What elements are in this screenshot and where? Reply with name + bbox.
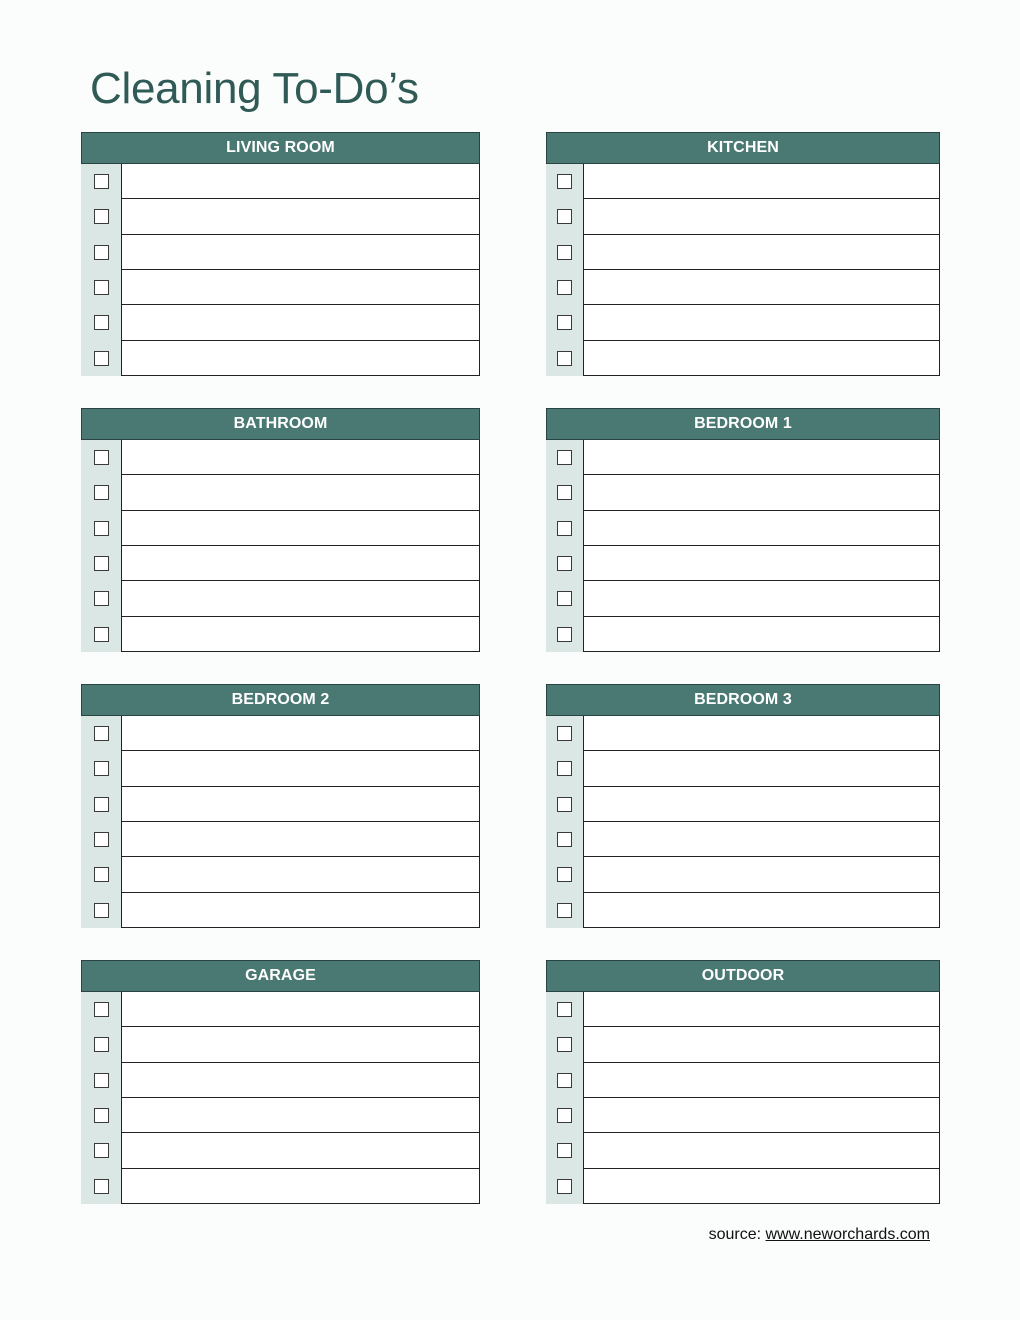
checkbox-icon[interactable] (557, 832, 572, 847)
task-entry-field[interactable] (121, 1098, 480, 1133)
source-footer (709, 1226, 930, 1244)
checkbox-icon[interactable] (557, 174, 572, 189)
checkbox-icon[interactable] (94, 761, 109, 776)
task-entry-field[interactable] (121, 857, 480, 892)
checkbox-icon[interactable] (557, 351, 572, 366)
task-row (81, 787, 480, 822)
task-list (81, 440, 480, 652)
checkbox-icon[interactable] (94, 591, 109, 606)
task-entry-field[interactable] (121, 305, 480, 340)
task-entry-field[interactable] (583, 235, 940, 270)
checkbox-icon[interactable] (94, 280, 109, 295)
section-garage (81, 960, 480, 1204)
task-row (81, 341, 480, 376)
checkbox-icon[interactable] (94, 726, 109, 741)
checkbox-icon[interactable] (94, 627, 109, 642)
section-header: BEDROOM 3 (546, 684, 940, 716)
task-list (546, 716, 940, 928)
task-entry-field[interactable] (121, 440, 480, 475)
section-bathroom (81, 408, 480, 652)
checkbox-cell (546, 617, 583, 652)
checkbox-cell (546, 581, 583, 616)
task-row (546, 440, 940, 475)
checkbox-icon[interactable] (557, 1143, 572, 1158)
task-row (81, 199, 480, 234)
checkbox-cell (546, 199, 583, 234)
checkbox-cell (81, 1133, 121, 1168)
section-header: GARAGE (81, 960, 480, 992)
task-row (81, 716, 480, 751)
task-row (546, 822, 940, 857)
task-entry-field[interactable] (121, 511, 480, 546)
checkbox-cell (81, 822, 121, 857)
task-row (81, 581, 480, 616)
task-list (81, 992, 480, 1204)
task-row (546, 716, 940, 751)
checkbox-icon[interactable] (557, 245, 572, 260)
task-row (81, 822, 480, 857)
checkbox-icon[interactable] (94, 556, 109, 571)
checkbox-cell (81, 1098, 121, 1133)
task-list (546, 440, 940, 652)
task-entry-field[interactable] (583, 1133, 940, 1168)
task-entry-field[interactable] (583, 617, 940, 652)
checkbox-cell (546, 1063, 583, 1098)
checkbox-cell (81, 1063, 121, 1098)
section-header: BEDROOM 1 (546, 408, 940, 440)
task-row (546, 893, 940, 928)
checkbox-icon[interactable] (557, 903, 572, 918)
task-row (546, 235, 940, 270)
task-row (546, 341, 940, 376)
checkbox-icon[interactable] (94, 174, 109, 189)
task-entry-field[interactable] (121, 270, 480, 305)
task-row (81, 1169, 480, 1204)
task-entry-field[interactable] (121, 1169, 480, 1204)
checkbox-cell (81, 992, 121, 1027)
checkbox-cell (81, 341, 121, 376)
task-entry-field[interactable] (121, 475, 480, 510)
checkbox-cell (546, 511, 583, 546)
checkbox-icon[interactable] (94, 1143, 109, 1158)
task-list (81, 716, 480, 928)
checkbox-cell (81, 440, 121, 475)
task-row (81, 751, 480, 786)
task-row (546, 546, 940, 581)
checkbox-cell (546, 1098, 583, 1133)
task-entry-field[interactable] (121, 199, 480, 234)
task-row (81, 305, 480, 340)
checkbox-cell (546, 440, 583, 475)
task-entry-field[interactable] (583, 270, 940, 305)
task-entry-field[interactable] (583, 857, 940, 892)
checkbox-icon[interactable] (557, 280, 572, 295)
task-entry-field[interactable] (121, 1063, 480, 1098)
checkbox-icon[interactable] (94, 209, 109, 224)
checkbox-cell (81, 305, 121, 340)
task-entry-field[interactable] (121, 1133, 480, 1168)
section-header: OUTDOOR (546, 960, 940, 992)
checkbox-icon[interactable] (94, 797, 109, 812)
source-label: source: (708, 1226, 762, 1243)
section-bedroom-3 (546, 684, 940, 928)
task-entry-field[interactable] (121, 787, 480, 822)
task-entry-field[interactable] (583, 164, 940, 199)
task-row (546, 1133, 940, 1168)
task-row (81, 992, 480, 1027)
checkbox-cell (81, 270, 121, 305)
checkbox-icon[interactable] (94, 832, 109, 847)
checkbox-cell (81, 857, 121, 892)
task-entry-field[interactable] (121, 617, 480, 652)
task-row (81, 617, 480, 652)
task-entry-field[interactable] (583, 893, 940, 928)
task-entry-field[interactable] (583, 751, 940, 786)
section-header: BEDROOM 2 (81, 684, 480, 716)
checkbox-cell (546, 857, 583, 892)
section-bedroom-2 (81, 684, 480, 928)
checkbox-icon[interactable] (557, 315, 572, 330)
checkbox-cell (81, 235, 121, 270)
task-entry-field[interactable] (583, 716, 940, 751)
task-entry-field[interactable] (583, 1027, 940, 1062)
task-entry-field[interactable] (121, 822, 480, 857)
checkbox-icon[interactable] (557, 450, 572, 465)
checkbox-icon[interactable] (94, 903, 109, 918)
checkbox-cell (546, 235, 583, 270)
checkbox-icon[interactable] (94, 450, 109, 465)
checkbox-cell (546, 305, 583, 340)
checkbox-cell (81, 164, 121, 199)
task-row (81, 235, 480, 270)
task-entry-field[interactable] (583, 992, 940, 1027)
checkbox-cell (81, 546, 121, 581)
checkbox-cell (546, 893, 583, 928)
page-title: Cleaning To-Do’s (90, 64, 419, 113)
checkbox-icon[interactable] (557, 591, 572, 606)
task-row (546, 164, 940, 199)
checkbox-cell (81, 1027, 121, 1062)
checkbox-cell (546, 270, 583, 305)
task-row (546, 857, 940, 892)
section-header: LIVING ROOM (81, 132, 480, 164)
checkbox-cell (546, 475, 583, 510)
task-entry-field[interactable] (583, 341, 940, 376)
checkbox-icon[interactable] (94, 1108, 109, 1123)
task-entry-field[interactable] (121, 235, 480, 270)
checkbox-cell (81, 716, 121, 751)
task-row (81, 270, 480, 305)
task-list (81, 164, 480, 376)
task-entry-field[interactable] (583, 581, 940, 616)
checkbox-icon[interactable] (94, 867, 109, 882)
task-row (81, 1063, 480, 1098)
checkbox-cell (81, 893, 121, 928)
section-kitchen (546, 132, 940, 376)
task-row (81, 546, 480, 581)
task-entry-field[interactable] (121, 893, 480, 928)
checkbox-cell (81, 1169, 121, 1204)
task-row (546, 617, 940, 652)
task-entry-field[interactable] (583, 1098, 940, 1133)
task-row (81, 1133, 480, 1168)
checkbox-cell (81, 199, 121, 234)
checkbox-cell (546, 164, 583, 199)
task-entry-field[interactable] (121, 751, 480, 786)
task-row (546, 1098, 940, 1133)
task-entry-field[interactable] (121, 341, 480, 376)
checkbox-icon[interactable] (557, 521, 572, 536)
task-row (81, 511, 480, 546)
checkbox-icon[interactable] (94, 521, 109, 536)
task-row (546, 1063, 940, 1098)
task-entry-field[interactable] (583, 511, 940, 546)
task-entry-field[interactable] (121, 546, 480, 581)
section-header: KITCHEN (546, 132, 940, 164)
checkbox-cell (81, 581, 121, 616)
task-row (546, 1169, 940, 1204)
section-living-room (81, 132, 480, 376)
task-row (546, 305, 940, 340)
checkbox-icon[interactable] (94, 485, 109, 500)
task-row (81, 893, 480, 928)
checkbox-icon[interactable] (557, 797, 572, 812)
checkbox-icon[interactable] (557, 485, 572, 500)
checkbox-cell (546, 546, 583, 581)
task-entry-field[interactable] (121, 581, 480, 616)
checkbox-cell (546, 341, 583, 376)
checkbox-icon[interactable] (557, 556, 572, 571)
task-entry-field[interactable] (583, 822, 940, 857)
task-row (546, 787, 940, 822)
task-row (546, 270, 940, 305)
checkbox-cell (546, 1027, 583, 1062)
checkbox-cell (546, 716, 583, 751)
checkbox-cell (546, 1133, 583, 1168)
task-row (81, 475, 480, 510)
task-entry-field[interactable] (583, 305, 940, 340)
task-row (546, 475, 940, 510)
checkbox-icon[interactable] (557, 761, 572, 776)
task-entry-field[interactable] (121, 992, 480, 1027)
section-bedroom-1 (546, 408, 940, 652)
checkbox-icon[interactable] (94, 1037, 109, 1052)
task-row (546, 751, 940, 786)
task-entry-field[interactable] (583, 546, 940, 581)
source-link[interactable]: www.neworchards.com (765, 1226, 930, 1243)
task-row (546, 511, 940, 546)
task-row (81, 1098, 480, 1133)
task-entry-field[interactable] (583, 1169, 940, 1204)
task-entry-field[interactable] (583, 475, 940, 510)
task-row (81, 857, 480, 892)
task-entry-field[interactable] (121, 164, 480, 199)
checkbox-icon[interactable] (557, 1108, 572, 1123)
checkbox-cell (546, 992, 583, 1027)
checkbox-icon[interactable] (94, 315, 109, 330)
checkbox-cell (546, 751, 583, 786)
checkbox-icon[interactable] (557, 1179, 572, 1194)
checkbox-icon[interactable] (94, 1179, 109, 1194)
task-row (81, 164, 480, 199)
task-entry-field[interactable] (583, 199, 940, 234)
task-entry-field[interactable] (121, 716, 480, 751)
checkbox-cell (81, 475, 121, 510)
checkbox-cell (81, 751, 121, 786)
checkbox-icon[interactable] (557, 209, 572, 224)
section-header: BATHROOM (81, 408, 480, 440)
checkbox-cell (81, 511, 121, 546)
checkbox-icon[interactable] (557, 1073, 572, 1088)
task-entry-field[interactable] (583, 440, 940, 475)
checkbox-icon[interactable] (94, 245, 109, 260)
task-list (546, 164, 940, 376)
task-row (81, 440, 480, 475)
checkbox-icon[interactable] (94, 1073, 109, 1088)
task-entry-field[interactable] (583, 787, 940, 822)
task-entry-field[interactable] (583, 1063, 940, 1098)
checkbox-cell (546, 1169, 583, 1204)
checkbox-icon[interactable] (557, 1002, 572, 1017)
checkbox-icon[interactable] (557, 627, 572, 642)
checkbox-cell (546, 822, 583, 857)
task-entry-field[interactable] (121, 1027, 480, 1062)
task-row (81, 1027, 480, 1062)
checkbox-icon[interactable] (94, 1002, 109, 1017)
checkbox-icon[interactable] (557, 867, 572, 882)
checkbox-cell (546, 787, 583, 822)
task-row (546, 992, 940, 1027)
task-row (546, 199, 940, 234)
checkbox-icon[interactable] (557, 726, 572, 741)
checkbox-cell (81, 787, 121, 822)
task-list (546, 992, 940, 1204)
checkbox-icon[interactable] (557, 1037, 572, 1052)
task-row (546, 581, 940, 616)
task-row (546, 1027, 940, 1062)
checkbox-cell (81, 617, 121, 652)
checkbox-icon[interactable] (94, 351, 109, 366)
section-outdoor (546, 960, 940, 1204)
